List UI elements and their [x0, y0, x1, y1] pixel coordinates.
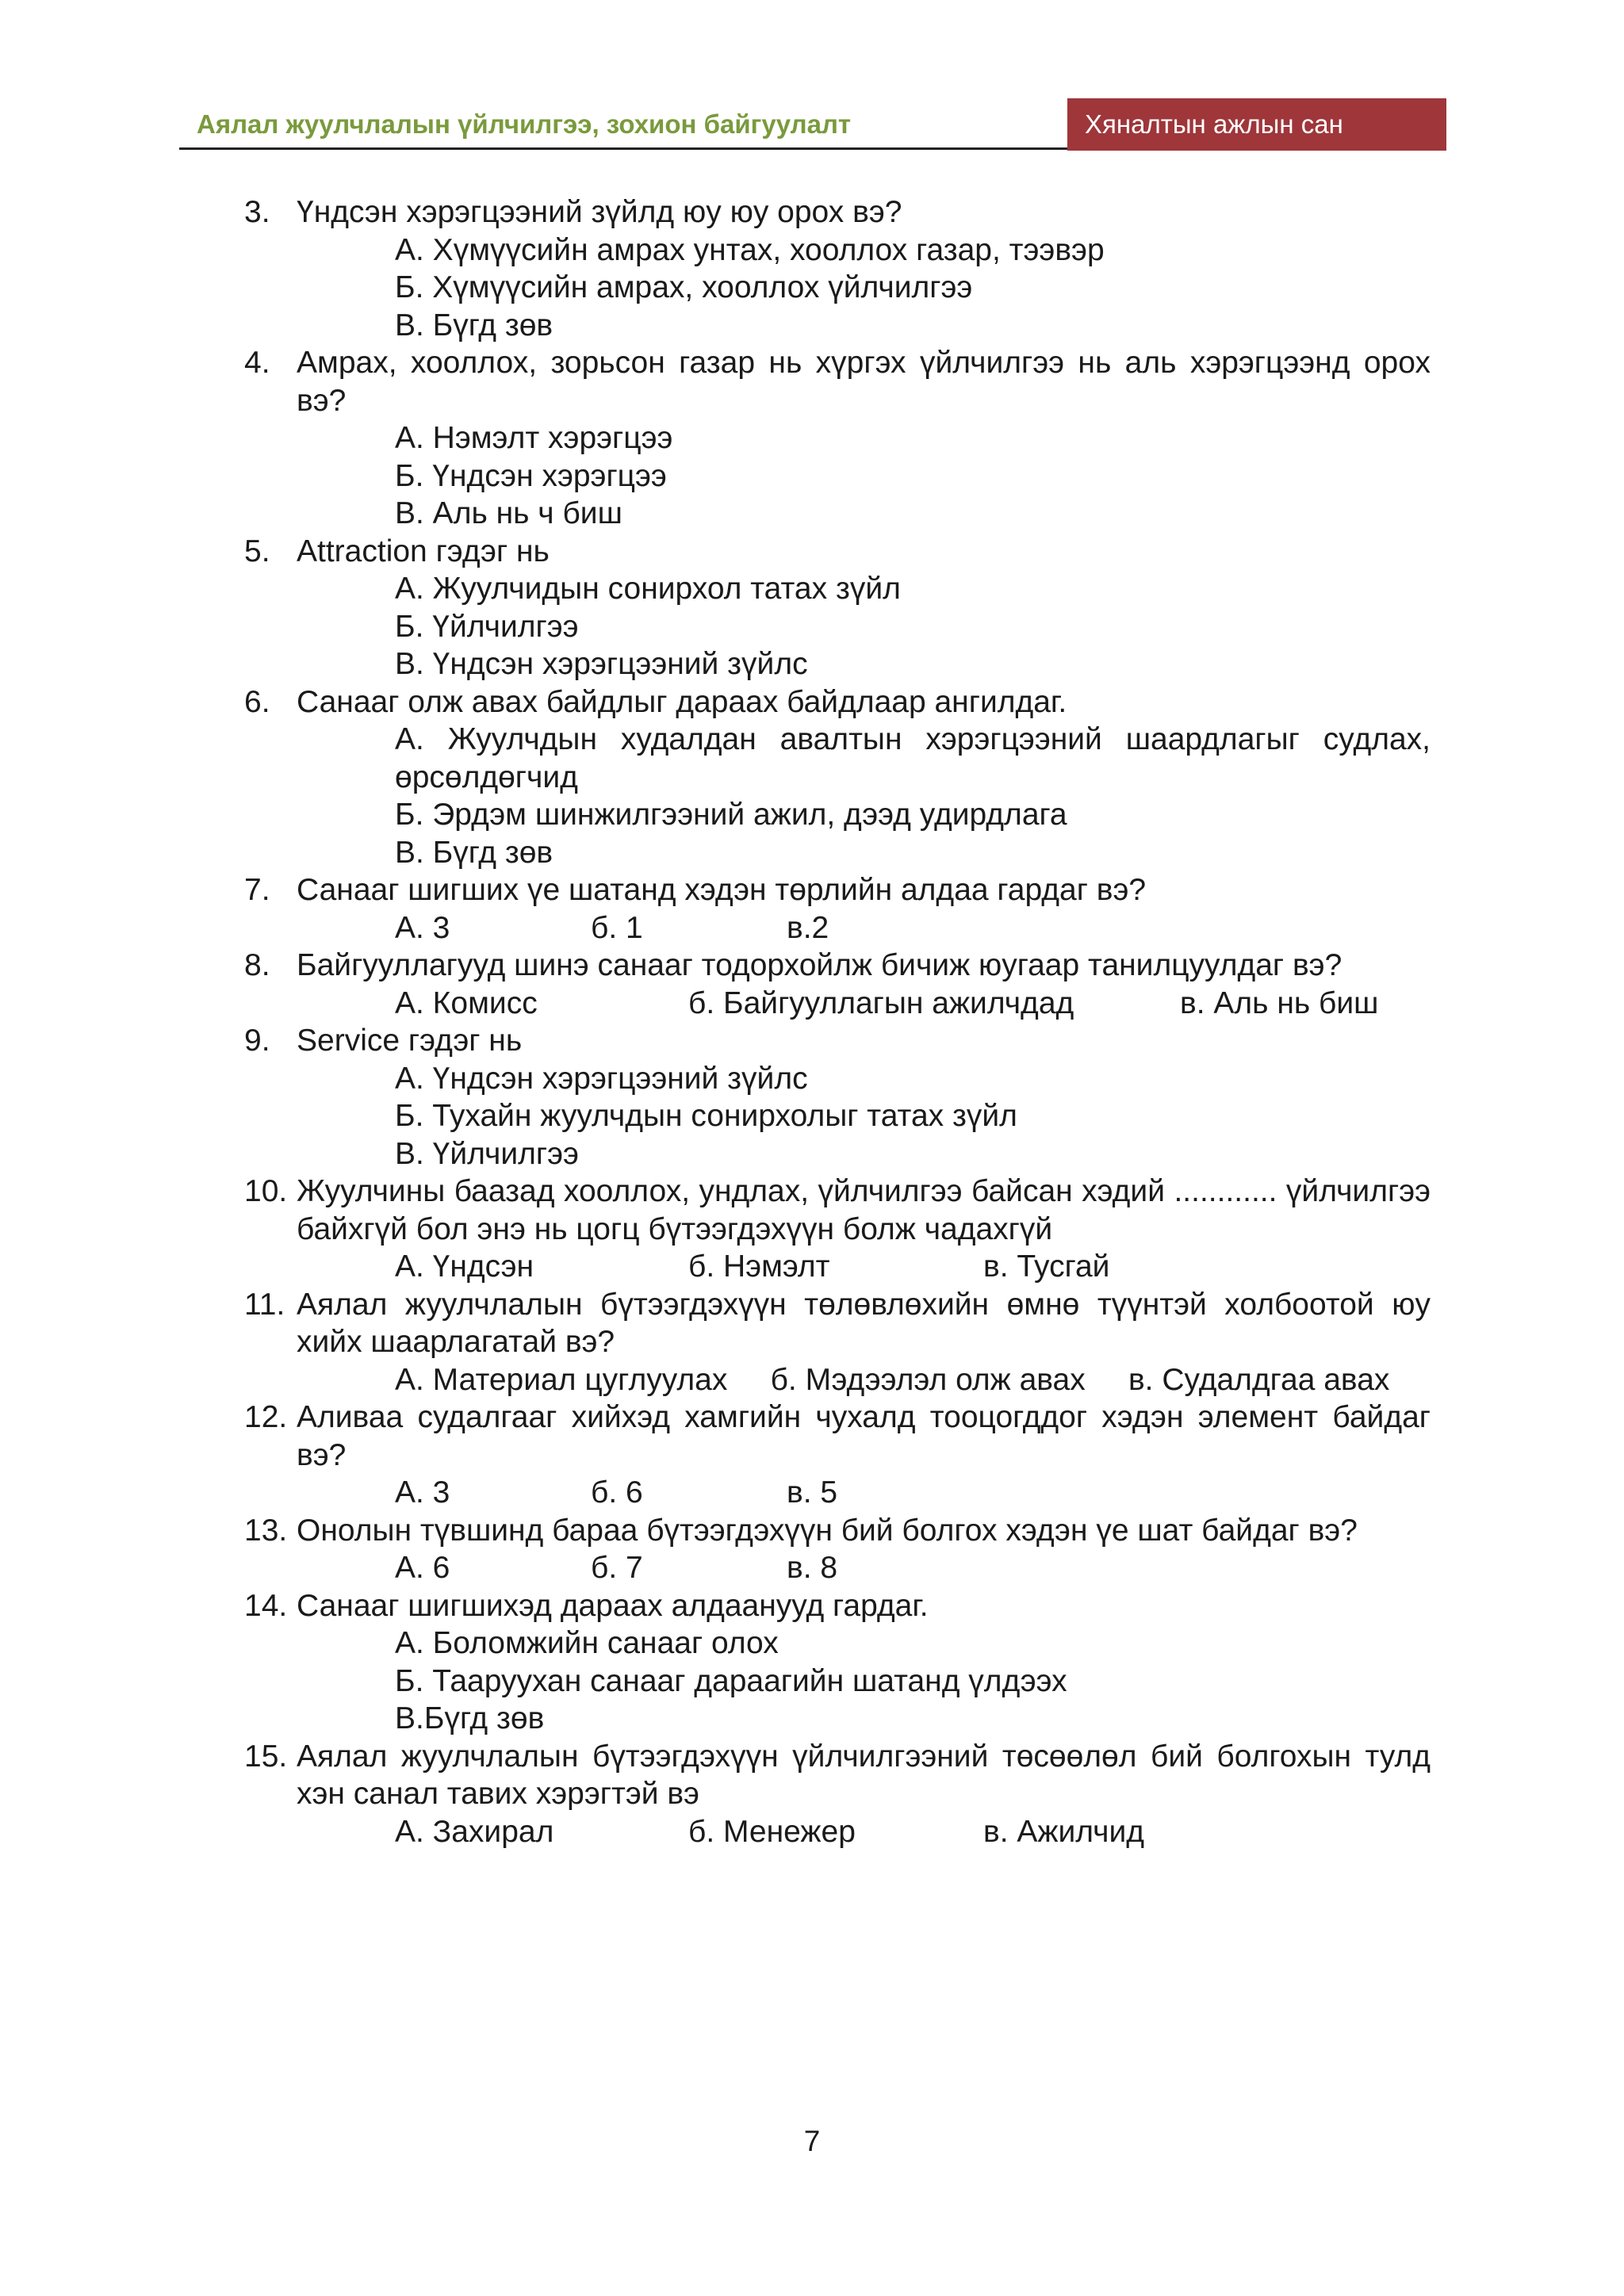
answer-option: В. Үндсэн хэрэгцээний зүйлс: [395, 647, 808, 681]
question-text: Аялал жуулчлалын бүтээгдэхүүн төлөвлөхийн өмнө түүнтэй холбоотой юу хийх шаарлагатай вэ?: [297, 1287, 1431, 1359]
question-item: [244, 1587, 1431, 1625]
question-text: Амрах, хооллох, зорьсон газар нь хүргэх үйлчилгээ нь аль хэрэгцээнд орох вэ?: [297, 346, 1431, 418]
question-number: 15.: [244, 1739, 288, 1774]
question-text: Онолын түвшинд бараа бүтээгдэхүүн бий болгох хэдэн үе шат байдаг вэ?: [297, 1513, 1358, 1548]
question-number: 4.: [244, 346, 270, 380]
answer-option: в. Судалдгаа авах: [1128, 1362, 1390, 1397]
answer-option: В. Аль нь ч биш: [395, 496, 622, 530]
question-item: [244, 1022, 1431, 1060]
question-item: [244, 683, 1431, 721]
question-text: Санааг шигших үе шатанд хэдэн төрлийн алдаа гардаг вэ?: [297, 873, 1147, 907]
answer-option: б. 6: [591, 1475, 643, 1510]
question-text: Service гэдэг нь: [297, 1024, 523, 1058]
answer-option: А. Комисс: [395, 985, 538, 1020]
answer-option: В. Бүгд зөв: [395, 308, 553, 342]
answer-option: А. Захирал: [395, 1814, 554, 1849]
answer-option: А. Жуулчидын сонирхол татах зүйл: [395, 572, 901, 606]
answer-option: А. 3: [395, 910, 450, 945]
answer-option: в. Аль нь биш: [1180, 985, 1379, 1020]
question-text: Attraction гэдэг нь: [297, 534, 550, 568]
answer-option: Б. Тааруухан санааг дараагийн шатанд үлдээх: [395, 1663, 1067, 1698]
answer-option: в. Тусгай: [983, 1249, 1110, 1284]
question-item: [244, 533, 1431, 571]
question-item: [244, 193, 1431, 232]
question-item: [244, 1738, 1431, 1813]
question-item: [244, 1399, 1431, 1474]
page-number: 7: [803, 2125, 821, 2157]
page-header: [179, 98, 1446, 151]
answer-option: А. 3: [395, 1475, 450, 1510]
answer-option: А. Боломжийн санааг олох: [395, 1626, 779, 1660]
answer-option: б. Нэмэлт: [688, 1249, 830, 1284]
question-number: 3.: [244, 195, 270, 229]
question-text: Санааг олж авах байдлыг дараах байдлаар ангилдаг.: [297, 684, 1067, 719]
question-item: [244, 1286, 1431, 1361]
answer-option: А. Материал цуглуулах: [395, 1362, 728, 1397]
answer-option: А. 6: [395, 1551, 450, 1585]
answer-option: В.Бүгд зөв: [395, 1701, 545, 1735]
answer-options-row: [244, 985, 1431, 1023]
answer-option: в. Ажилчид: [983, 1814, 1145, 1849]
answer-option: б. 7: [591, 1551, 643, 1585]
section-title: Хяналтын ажлын сан: [1067, 98, 1446, 151]
question-item: [244, 1173, 1431, 1248]
answer-option: в. 8: [787, 1551, 838, 1585]
question-text: Санааг шигшихэд дараах алдаанууд гардаг.: [297, 1588, 929, 1623]
answer-option: в. 5: [787, 1475, 838, 1510]
answer-option: в.2: [787, 910, 829, 945]
question-number: 7.: [244, 873, 270, 907]
question-number: 14.: [244, 1588, 288, 1623]
answer-option: В. Үйлчилгээ: [395, 1136, 579, 1171]
question-number: 12.: [244, 1400, 288, 1434]
answer-option: Б. Эрдэм шинжилгээний ажил, дээд удирдлага: [395, 798, 1067, 832]
answer-option: б. Мэдээлэл олж авах: [770, 1362, 1086, 1397]
answer-option: А. Нэмэлт хэрэгцээ: [395, 421, 673, 455]
question-number: 8.: [244, 948, 270, 982]
answer-option: б. Байгууллагын ажилчдад: [688, 985, 1074, 1020]
question-list: [244, 193, 1431, 1850]
answer-option: б. Менежер: [688, 1814, 856, 1849]
answer-options-row: [244, 1474, 1431, 1512]
question-text: Байгууллагууд шинэ санааг тодорхойлж бичиж юугаар танилцуулдаг вэ?: [297, 948, 1342, 982]
question-item: [244, 947, 1431, 985]
question-number: 6.: [244, 684, 270, 719]
answer-options-row: [244, 1813, 1431, 1851]
question-number: 10.: [244, 1174, 288, 1208]
answer-option: Б. Тухайн жуулчдын сонирхолыг татах зүйл: [395, 1099, 1017, 1133]
answer-option: б. 1: [591, 910, 643, 945]
answer-option: А. Үндсэн хэрэгцээний зүйлс: [395, 1061, 808, 1096]
answer-options-row: [244, 909, 1431, 947]
answer-option: А. Хүмүүсийн амрах унтах, хооллох газар, тээвэр: [395, 232, 1105, 267]
question-number: 13.: [244, 1513, 288, 1548]
answer-option: Б. Үйлчилгээ: [395, 609, 579, 644]
question-item: [244, 1512, 1431, 1550]
answer-option: А. Үндсэн: [395, 1249, 534, 1284]
answer-option: В. Бүгд зөв: [395, 835, 553, 870]
question-item: [244, 344, 1431, 419]
question-text: Аялал жуулчлалын бүтээгдэхүүн үйлчилгээний төсөөлөл бий болгохын тулд хэн санал тавих хэрэгтэй вэ: [297, 1739, 1431, 1811]
document-title: Аялал жуулчлалын үйлчилгээ, зохион байгуулалт: [197, 109, 852, 139]
answer-option: А. Жуулчдын худалдан авалтын хэрэгцээний шаардлагыг судлах, өрсөлдөгчид: [395, 722, 1431, 794]
answer-options-row: [244, 1361, 1431, 1399]
question-text: Үндсэн хэрэгцээний зүйлд юу юу орох вэ?: [297, 195, 902, 229]
answer-option: Б. Үндсэн хэрэгцээ: [395, 458, 667, 493]
answer-options-row: [244, 1248, 1431, 1286]
answer-options-row: [244, 1549, 1431, 1587]
question-number: 9.: [244, 1024, 270, 1058]
question-item: [244, 871, 1431, 909]
question-text: Аливаа судалгааг хийхэд хамгийн чухалд тооцогддог хэдэн элемент байдаг вэ?: [297, 1400, 1431, 1472]
question-number: 11.: [244, 1287, 285, 1322]
question-number: 5.: [244, 534, 270, 568]
header-rule: [179, 147, 1067, 150]
answer-option: Б. Хүмүүсийн амрах, хооллох үйлчилгээ: [395, 270, 973, 304]
question-text: Жуулчины баазад хооллох, ундлах, үйлчилгээ байсан хэдий ............ үйлчилгээ байхгүй бол энэ нь цогц бүтээгдэхүүн болж чадахгүй: [297, 1174, 1431, 1246]
